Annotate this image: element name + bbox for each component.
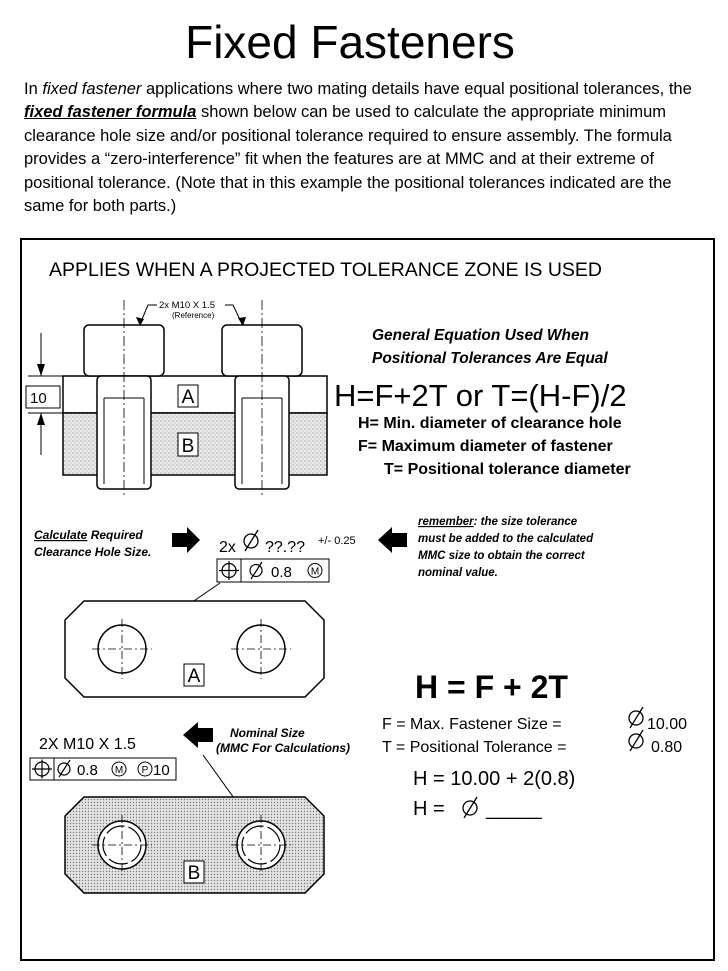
feature-control-frame-projected (30, 758, 176, 780)
definition-h: H= Min. diameter of clearance hole (358, 415, 622, 432)
calculation-step-2: H = (413, 798, 445, 820)
answer-blank: _____ (486, 798, 542, 820)
intro-term-fixed-fastener: fixed fastener (42, 80, 142, 98)
part-b-label: B (181, 436, 195, 457)
fcf2-tolerance-value: 0.8 (77, 762, 98, 779)
fastener-reference: (Reference) (172, 311, 215, 320)
formula: H=F+2T or T=(H-F)/2 (334, 378, 627, 413)
fastener-size-line: F = Max. Fastener Size = (382, 716, 562, 733)
fcf2-projected-height: 10 (153, 762, 170, 779)
remember-note-line1 (418, 516, 578, 528)
fcf2-mmc-modifier: M (114, 765, 124, 776)
definition-f: F= Maximum diameter of fastener (358, 438, 613, 455)
intro-text-3: shown below can be used to calculate the appropriate minimum clearance hole size and/or positional tolerance required to ensure assembly. The formula provides a “zero-interference” fit when the features are at MMC and at their extreme of positional tolerance. (Note that in this example the positional tolerances indicated are the same for both parts.) (24, 103, 672, 216)
intro-text-2: applications where two mating details have equal positional tolerances, the (141, 80, 692, 98)
remember-note-line4: nominal value. (418, 567, 498, 579)
calculate-note-line2: Clearance Hole Size. (34, 545, 152, 559)
positional-tolerance-line: T = Positional Tolerance = (382, 739, 567, 756)
remember-note-line2: must be added to the calculated (418, 533, 594, 545)
plate-b-top-view (65, 797, 324, 893)
definition-t: T= Positional tolerance diameter (384, 461, 631, 478)
hole-tolerance: +/- 0.25 (318, 535, 356, 547)
positional-tolerance-value: 0.80 (651, 739, 683, 756)
calculate-rest: Required (87, 528, 143, 542)
remember-rest: : the size tolerance (473, 516, 578, 528)
fastener-size-value: 10.00 (647, 716, 688, 733)
remember-note-line3: MMC size to obtain the correct (418, 550, 585, 562)
projected-dimension-value: 10 (30, 390, 47, 407)
fcf-tolerance-value: 0.8 (271, 564, 292, 581)
fcf2-projected-modifier: P (141, 765, 149, 776)
thread-callout: 2X M10 X 1.5 (39, 736, 136, 753)
intro-term-fixed-fastener-formula: fixed fastener formula (24, 103, 197, 122)
part-a-label: A (181, 387, 195, 408)
calculate-note-line1 (34, 528, 143, 542)
fcf-mmc-modifier: M (310, 566, 320, 578)
page-title: Fixed Fasteners (185, 16, 515, 68)
panel-header: APPLIES WHEN A PROJECTED TOLERANCE ZONE IS USED (49, 259, 602, 281)
hole-count: 2x (219, 539, 236, 556)
intro-text-1: In (24, 80, 43, 98)
hole-size: ??.?? (265, 539, 306, 556)
general-equation-line2: Positional Tolerances Are Equal (372, 350, 608, 367)
plate-b-label: B (187, 863, 201, 884)
big-formula: H = F + 2T (415, 669, 568, 705)
nominal-size-line1: Nominal Size (230, 726, 305, 740)
calculation-step-1: H = 10.00 + 2(0.8) (413, 768, 576, 790)
remember-word: remember (418, 516, 474, 528)
nominal-size-line2: (MMC For Calculations) (216, 741, 350, 755)
calculate-word: Calculate (34, 528, 88, 542)
plate-a-top-view (65, 601, 324, 697)
fastener-callout: 2x M10 X 1.5 (159, 300, 215, 311)
plate-a-label: A (187, 666, 201, 687)
general-equation-line1: General Equation Used When (372, 327, 590, 344)
feature-control-frame (217, 559, 329, 582)
